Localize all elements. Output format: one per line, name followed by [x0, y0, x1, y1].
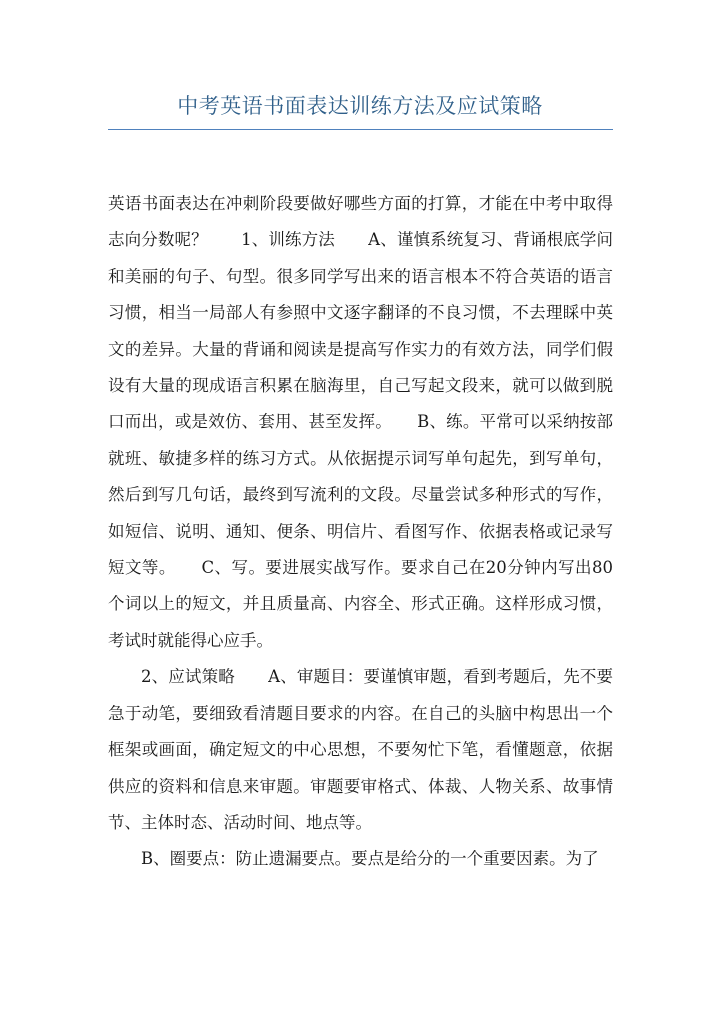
paragraph-training-methods: 英语书面表达在冲刺阶段要做好哪些方面的打算，才能在中考中取得志向分数呢？ 1、训练方法 A、谨慎系统复习、背诵根底学问和美丽的句子、句型。很多同学写出来的语言根本不符合英语的语言习惯，相当一局部人有参照中文逐字翻译的不良习惯，不去理睬中英文的差异。大量的背诵和阅读是提高写作实力的有效方法，同学们假设有大量的现成语言积累在脑海里，自己写起文段来，就可以做到脱口而出，或是效仿、套用、甚至发挥。 B、练。平常可以采纳按部就班、敏捷多样的练习方式。从依据提示词写单句起先，到写单句，然后到写几句话，最终到写流利的文段。尽量尝试多种形式的写作，如短信、说明、通知、便条、明信片、看图写作、依据表格或记录写短文等。 C、写。要进展实战写作。要求自己在20分钟内写出80个词以上的短文，并且质量高、内容全、形式正确。这样形成习惯，考试时就能得心应手。 — [108, 194, 613, 650]
paragraph-key-points: B、圈要点：防止遗漏要点。要点是给分的一个重要因素。为了 — [141, 849, 599, 869]
paragraph-exam-strategy: 2、应试策略 A、审题目：要谨慎审题，看到考题后，先不要急于动笔，要细致看清题目要求的内容。在自己的头脑中构思出一个框架或画面，确定短文的中心思想，不要匆忙下笔，看懂题意，依据供应的资料和信息来审题。审题要审格式、体裁、人物关系、故事情节、主体时态、活动时间、地点等。 — [108, 667, 613, 832]
title-underline — [108, 129, 613, 130]
document-title: 中考英语书面表达训练方法及应试策略 — [177, 94, 543, 118]
document-body — [108, 186, 613, 878]
